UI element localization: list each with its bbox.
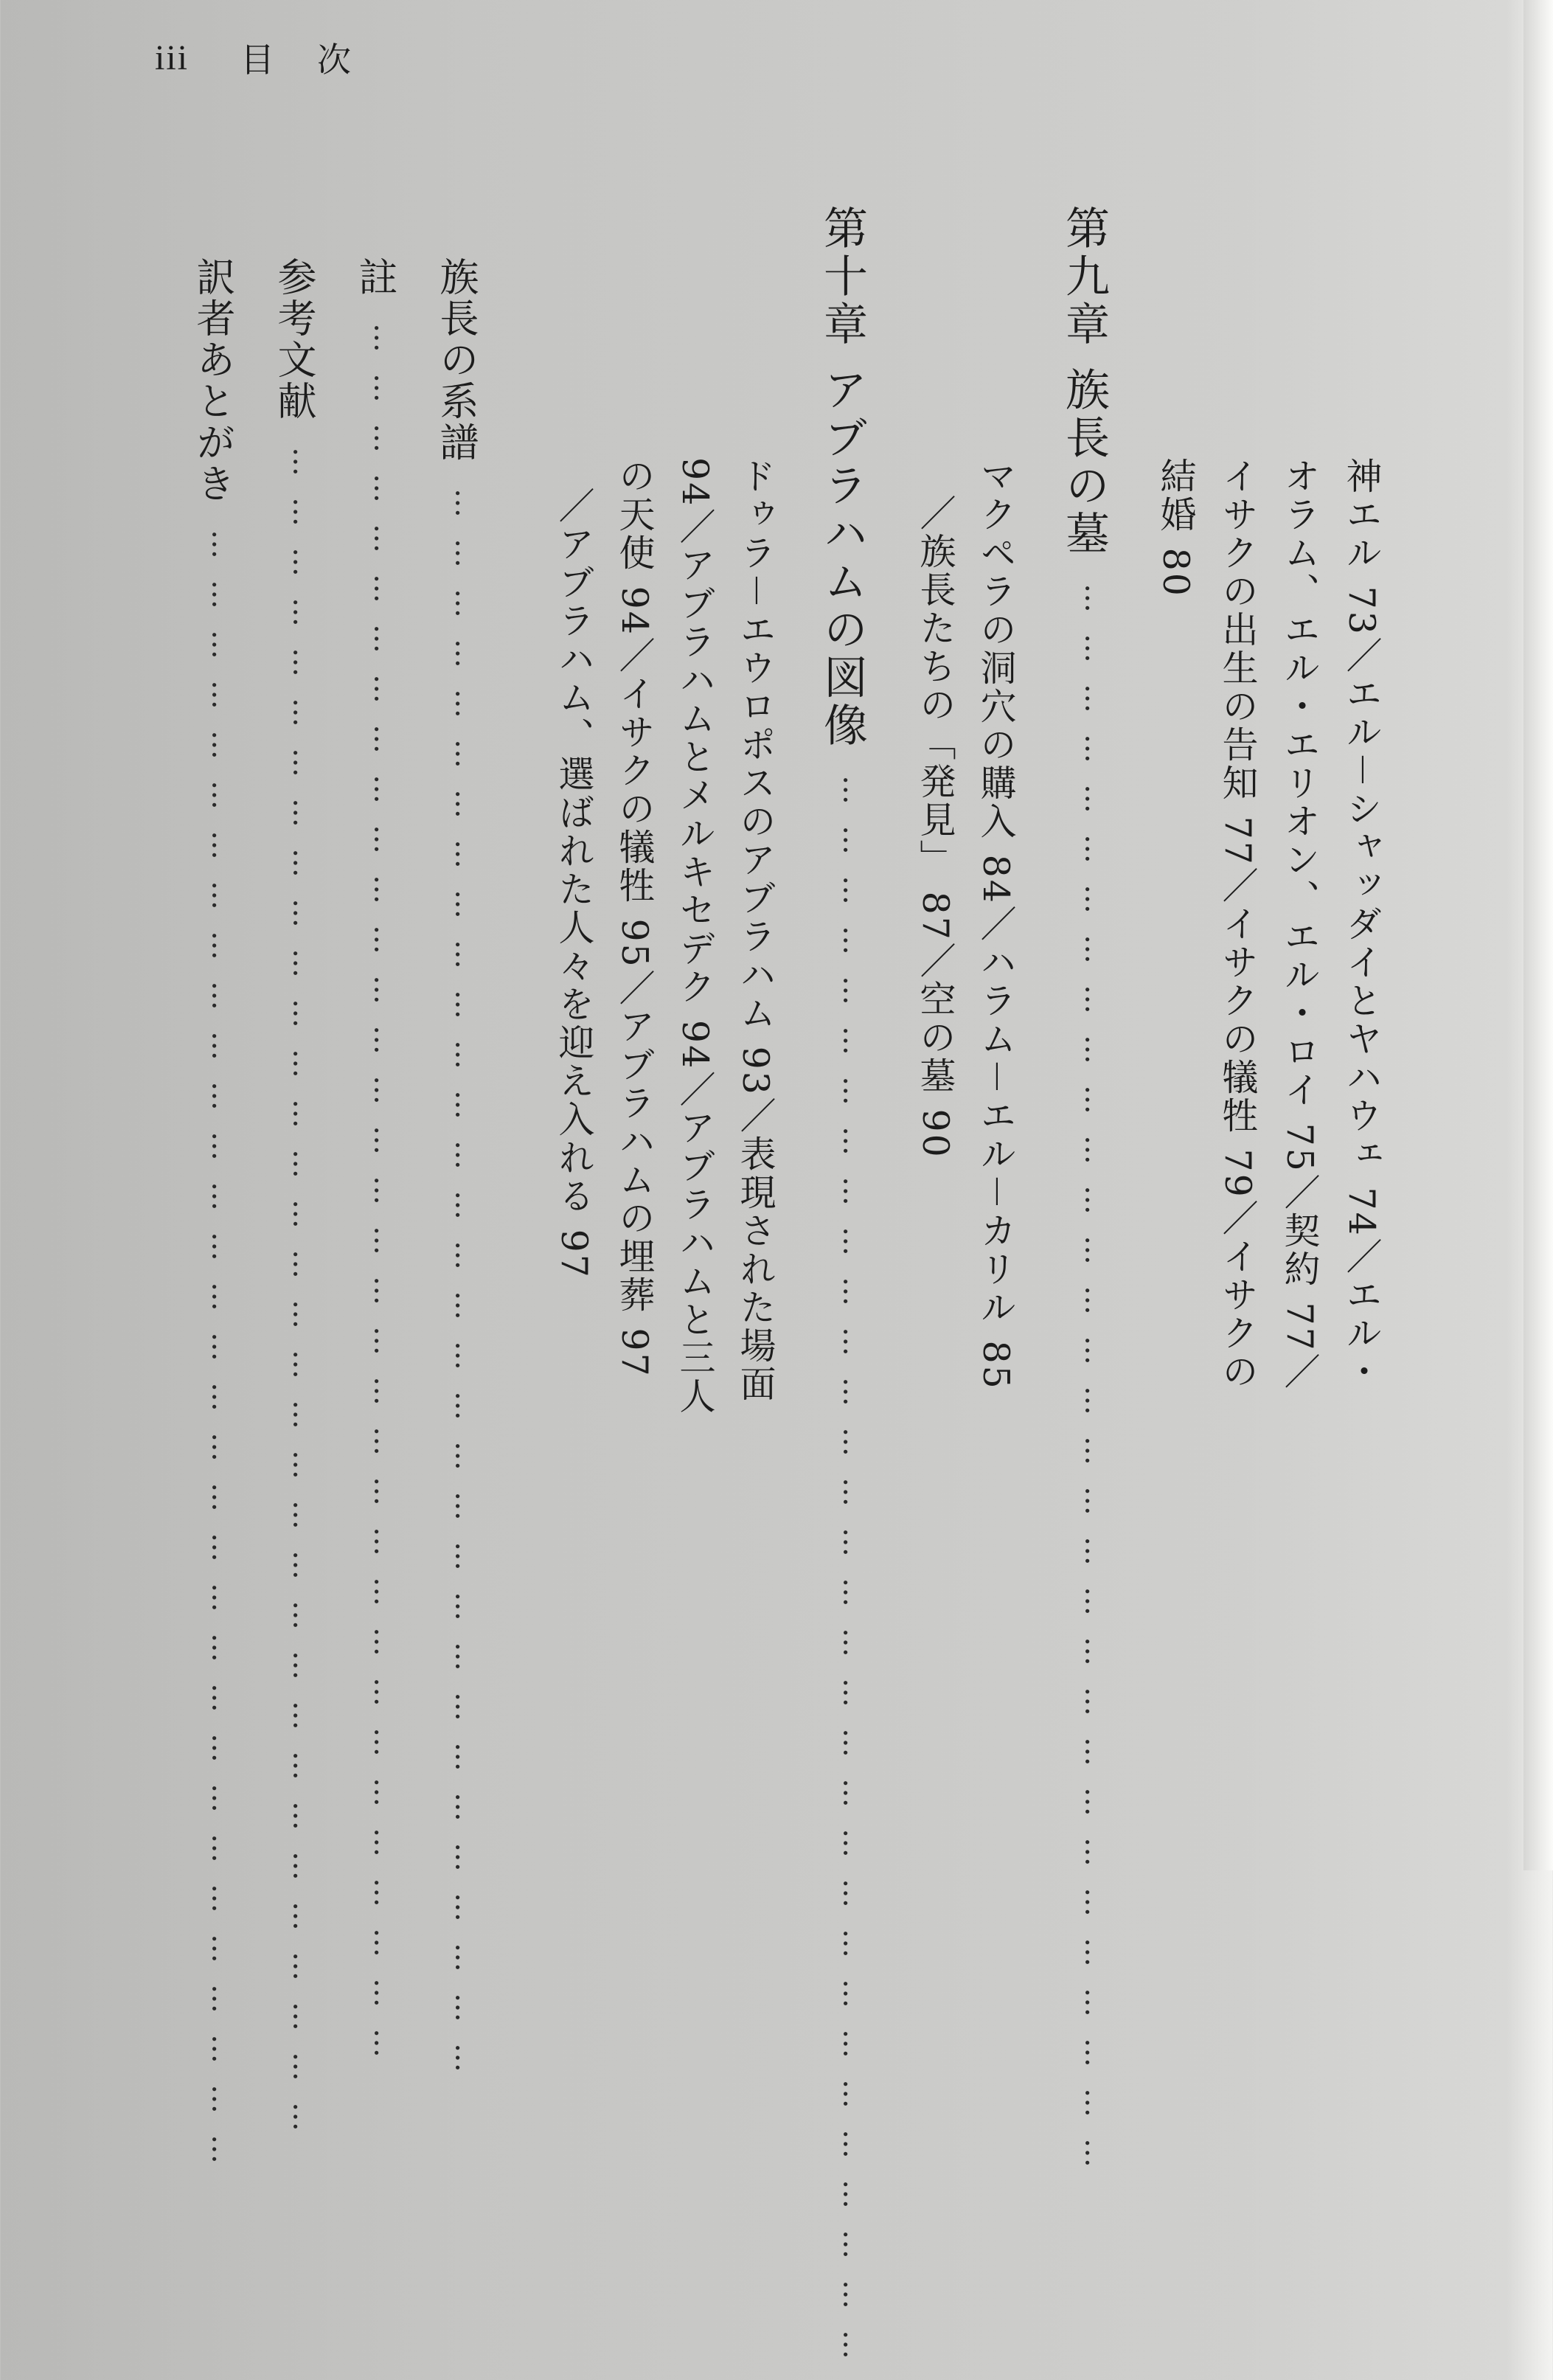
chapter-9-section-line-3: イサクの出生の告知 77／イサクの犠牲 79／イサクの (1217, 457, 1259, 1391)
chapter-9-section-line-2: オラム、エル・エリオン、エル・ロイ 75／契約 77／ (1279, 457, 1321, 1391)
chapter-9-section-line-1: 神エル 73／エル－シャッダイとヤハウェ 74／エル・ (1341, 457, 1383, 1391)
chapter-9-section-line-4: 結婚 80 (1155, 457, 1197, 598)
chapter-9-section-line-6: ／族長たちの「発見」 87／空の墓 90 (914, 494, 956, 1159)
chapter-10-section-line-2: 94／アブラハムとメルキセデク 94／アブラハムと三人 (674, 457, 716, 1416)
chapter-10-leader: …………………………………………………………………………………… (836, 775, 871, 2380)
backmatter-afterword: 訳者あとがき (190, 257, 235, 504)
backmatter-afterword-leader: ……………………………………………………………………………………… (205, 530, 240, 2185)
chapter-9-section-line-5: マクペラの洞穴の購入 84／ハラム－エル－カリル 85 (975, 457, 1017, 1391)
backmatter-genealogy-line (434, 257, 483, 2093)
running-head (155, 28, 394, 87)
backmatter-references-leader: ………………………………………………………………………………………… (286, 447, 321, 2152)
chapter-9-title: 第九章 族長の墓 (1058, 205, 1110, 559)
backmatter-notes: 註 (352, 257, 397, 298)
chapter-10-section-line-4: ／アブラハム、選ばれた人々を迎え入れる 97 (553, 487, 595, 1280)
chapter-10-title-line (816, 205, 871, 2380)
page-number: iii (155, 38, 190, 77)
backmatter-references-line (271, 257, 321, 2152)
backmatter-genealogy: 族長の系譜 (434, 257, 479, 463)
chapter-10-section-line-3: の天使 94／イサクの犠牲 95／アブラハムの埋葬 97 (614, 457, 656, 1378)
backmatter-genealogy-leader: …………………………………………………………………………………… (448, 488, 483, 2093)
chapter-9-title-line (1058, 205, 1113, 2189)
backmatter-references: 参考文献 (271, 257, 316, 422)
page-title: 目次 (240, 40, 395, 80)
backmatter-notes-leader: …………………………………………………………………………………………… (367, 323, 402, 2078)
chapter-10-section-line-1: ドゥラ－エウロポスのアブラハム 93／表現された場面 (734, 457, 776, 1404)
chapter-9-leader: …………………………………………………………………………………… (1078, 583, 1113, 2189)
page-edge (1524, 0, 1553, 1870)
backmatter-notes-line (352, 257, 402, 2078)
chapter-10-title: 第十章 アブラハムの図像 (816, 205, 868, 751)
backmatter-afterword-line (190, 257, 240, 2185)
